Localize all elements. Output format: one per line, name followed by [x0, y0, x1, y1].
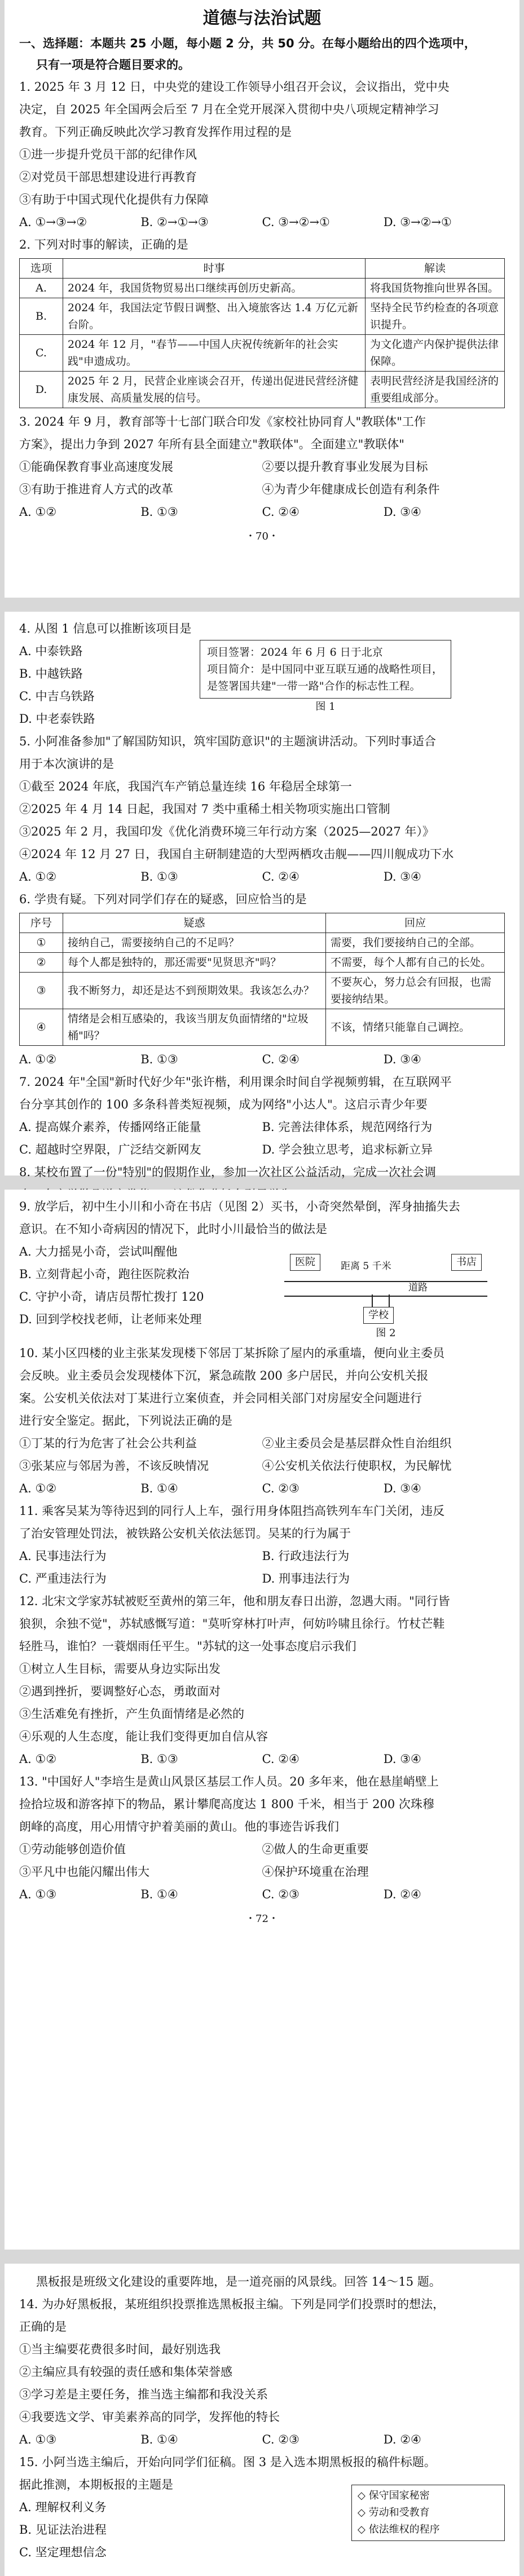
q10-option-d[interactable]: D. ③④ [383, 1482, 421, 1495]
q5-stem-line: 用于本次演讲的是 [19, 757, 114, 771]
q1-stem-line: 教育。下列正确反映此次学习教育发挥作用过程的是 [19, 125, 292, 139]
q3-item: ④为青少年健康成长创造有利条件 [262, 483, 440, 496]
table-row [20, 298, 505, 335]
q1-item: ②对党员干部思想建设进行再教育 [19, 170, 197, 184]
q11-option-b[interactable]: B. 行政违法行为 [262, 1549, 350, 1563]
q15-options [19, 2496, 107, 2564]
q7-stem-line: 台分享其创作的 100 多条科普类短视频，成为网络"小达人"。这启示青少年要 [19, 1098, 428, 1111]
q7-option-d[interactable]: D. 学会独立思考，追求标新立异 [262, 1143, 433, 1156]
q12-option-b[interactable]: B. ①③ [140, 1752, 178, 1766]
section-heading-line2: 只有一项是符合题目要求的。 [36, 58, 190, 72]
q13-item: ①劳动能够创造价值 [19, 1842, 126, 1856]
map-bookstore: 书店 [451, 1254, 482, 1271]
q2-stem: 2. 下列对时事的解读，正确的是 [19, 238, 188, 251]
q5-stem-line: 5. 小阿准备参加"了解国防知识，筑牢国防意识"的主题演讲活动。下列时事适合 [19, 735, 437, 748]
q12-item: ②遇到挫折，要调整好心态，勇敢面对 [19, 1685, 221, 1698]
question-15 [19, 2451, 505, 2564]
q9-stem-line: 9. 放学后，初中生小川和小奇在书店（见图 2）买书，小奇突然晕倒，浑身抽搐失去 [19, 1200, 460, 1213]
q6-options [19, 1048, 505, 1071]
figure-caption: 图 1 [315, 701, 336, 713]
exam-page-70 [5, 0, 519, 598]
q13-option-d[interactable]: D. ②④ [383, 1888, 421, 1901]
q10-stem-line: 进行安全鉴定。据此，下列说法正确的是 [19, 1414, 232, 1428]
q5-option-d[interactable]: D. ③④ [383, 870, 421, 883]
question-13 [19, 1770, 505, 1906]
question-12 [19, 1590, 505, 1770]
q15-option-c[interactable]: C. 坚定理想信念 [19, 2546, 107, 2559]
table-cell: 我不断努力，却还是达不到预期效果。我该怎么办？ [63, 973, 326, 1009]
q10-items [19, 1432, 505, 1477]
q11-stem-line: 了治安管理处罚法，被铁路公安机关依法惩罚。吴某的行为属于 [19, 1527, 351, 1540]
q13-items [19, 1838, 505, 1883]
table-cell: 不要灰心，努力总会有回报，也需要接纳结果。 [326, 973, 505, 1009]
table-row [20, 372, 505, 408]
figure-1 [200, 640, 451, 730]
q10-item: ③张某应与邻居为善，不该反映情况 [19, 1459, 209, 1473]
q5-options [19, 865, 505, 888]
q13-option-b[interactable]: B. ①④ [140, 1888, 178, 1901]
q9-option-a[interactable]: A. 大力摇晃小奇，尝试叫醒他 [19, 1245, 178, 1258]
q10-stem-line: 10. 某小区四楼的业主张某发现楼下邻居丁某拆除了屋内的承重墙，便向业主委员 [19, 1346, 445, 1360]
q4-stem: 4. 从图 1 信息可以推断该项目是 [19, 622, 192, 635]
figure-line: 项目简介：是中国同中亚互联互通的战略性项目，是签署国共建"一带一路"合作的标志性工程。 [207, 663, 443, 692]
q3-option-a[interactable]: A. ①② [19, 505, 57, 519]
q4-option-b[interactable]: B. 中越铁路 [19, 667, 83, 681]
q1-stem-line: 1. 2025 年 3 月 12 日，中央党的建设工作领导小组召开会议，会议指出，党中央 [19, 80, 450, 94]
table-row [20, 973, 505, 1009]
figure-line: ◇ 保守国家秘密 [358, 2490, 430, 2502]
table-cell: 2024 年 12 月，"春节——中国人庆祝传统新年的社会实践"申遗成功。 [63, 335, 366, 372]
exam-page-73 [5, 2264, 519, 2576]
figure-line: ◇ 劳动和受教育 [358, 2507, 430, 2518]
q15-stem-line: 15. 小阿当选主编后，开始向同学们征稿。图 3 是入选本期黑板报的稿件标题。 [19, 2455, 436, 2469]
table-row [20, 335, 505, 372]
table-row [20, 279, 505, 298]
q5-item: ③2025 年 2 月，我国印发《优化消费环境三年行动方案（2025—2027 年）》 [19, 825, 434, 838]
map-distance: 距离 5 千米 [341, 1261, 391, 1272]
table-cell: B. [20, 298, 63, 335]
q12-stem-line: 狼狈，余独不觉"，苏轼感慨写道："莫听穿林打叶声，何妨吟啸且徐行。竹杖芒鞋 [19, 1617, 445, 1631]
q13-item: ③平凡中也能闪耀出伟大 [19, 1865, 149, 1879]
q11-options [19, 1545, 505, 1590]
q9-option-c[interactable]: C. 守护小奇，请店员帮忙拨打 120 [19, 1290, 204, 1304]
q11-option-a[interactable]: A. 民事违法行为 [19, 1549, 107, 1563]
map-hospital: 医院 [290, 1254, 320, 1271]
table-header: 时事 [63, 259, 366, 279]
table-cell: ① [20, 933, 63, 953]
table-cell: ② [20, 953, 63, 973]
q7-option-c[interactable]: C. 超越时空界限，广泛结交新网友 [19, 1143, 201, 1156]
q14-options [19, 2428, 505, 2451]
q3-stem-line: 方案》，提出力争到 2027 年所有县全面建立"教联体"。全面建立"教联体" [19, 438, 404, 451]
exam-page-71 [5, 612, 519, 1179]
q14-option-b[interactable]: B. ①④ [140, 2433, 178, 2446]
q14-item: ③学习差是主要任务，推当选主编都和我没关系 [19, 2388, 268, 2401]
q12-option-a[interactable]: A. ①② [19, 1752, 57, 1766]
table-cell: 表明民营经济是我国经济的重要组成部分。 [366, 372, 505, 408]
q13-option-c[interactable]: C. ②③ [262, 1888, 300, 1901]
q10-stem-line: 案。公安机关依法对丁某进行立案侦查，并会同相关部门对房屋安全问题进行 [19, 1391, 422, 1405]
q13-stem-line: 13. "中国好人"李培生是黄山风景区基层工作人员。20 多年来，他在悬崖峭壁上 [19, 1775, 439, 1788]
q13-options [19, 1883, 505, 1906]
q3-options [19, 501, 505, 523]
q6-option-d[interactable]: D. ③④ [383, 1053, 421, 1066]
table-cell: 2024 年，我国货物贸易出口继续再创历史新高。 [63, 279, 366, 298]
q12-item: ①树立人生目标，需要从身边实际出发 [19, 1662, 221, 1676]
table-cell: C. [20, 335, 63, 372]
q1-options [19, 211, 505, 233]
page-title: 道德与法治试题 [202, 8, 322, 28]
q13-option-a[interactable]: A. ①③ [19, 1888, 57, 1901]
q12-options [19, 1748, 505, 1770]
q10-item: ④公安机关依法行使职权，为民解忧 [262, 1459, 452, 1473]
table-row [20, 933, 505, 953]
page-number: ・70・ [245, 531, 279, 542]
q5-item: ②2025 年 4 月 14 日起，我国对 7 类中重稀土相关物项实施出口管制 [19, 802, 390, 816]
table-header: 回应 [326, 913, 505, 933]
question-9 [19, 1195, 505, 1342]
q15-option-b[interactable]: B. 见证法治进程 [19, 2523, 107, 2537]
q9-option-b[interactable]: B. 立刻背起小奇，跑往医院救治 [19, 1267, 190, 1281]
question-14 [19, 2293, 505, 2451]
table-cell: A. [20, 279, 63, 298]
project-info-box [200, 640, 451, 699]
q1-option-c[interactable]: C. ③→②→① [262, 215, 330, 229]
q9-option-d[interactable]: D. 回到学校找老师，让老师来处理 [19, 1313, 202, 1326]
q12-stem-line: 轻胜马，谁怕？一蓑烟雨任平生。"苏轼的这一处事态度启示我们 [19, 1640, 356, 1653]
q6-option-b[interactable]: B. ①③ [140, 1053, 178, 1066]
q5-option-c[interactable]: C. ②④ [262, 870, 300, 883]
q10-options [19, 1477, 505, 1500]
table-row [20, 1009, 505, 1046]
q1-item: ③有助于中国式现代化提供有力保障 [19, 193, 209, 206]
table-row [20, 953, 505, 973]
table-header: 解读 [366, 259, 505, 279]
q7-options [19, 1116, 505, 1161]
q7-option-a[interactable]: A. 提高媒介素养，传播网络正能量 [19, 1120, 201, 1134]
table-cell: 2024 年，我国法定节假日调整、出入境旅客达 1.4 万亿元新台阶。 [63, 298, 366, 335]
q9-options [19, 1240, 267, 1342]
question-1 [19, 76, 505, 233]
q13-item: ②做人的生命更重要 [262, 1842, 369, 1856]
q11-stem-line: 11. 乘客吴某为等待迟到的同行人上车，强行用身体阻挡高铁列车车门关闭，违反 [19, 1504, 445, 1518]
table-cell: 需要，我们要接纳自己的全部。 [326, 933, 505, 953]
q5-item: ①截至 2024 年底，我国汽车产销总量连续 16 年稳居全球第一 [19, 780, 352, 793]
q6-table [19, 913, 505, 1046]
q14-option-d[interactable]: D. ②④ [383, 2433, 421, 2446]
table-cell: D. [20, 372, 63, 408]
table-cell: 不该，情绪只能靠自己调控。 [326, 1009, 505, 1046]
q3-item: ②要以提升教育事业发展为目标 [262, 460, 428, 474]
passage-intro: 黑板报是班级文化建设的重要阵地，是一道亮丽的风景线。回答 14～15 题。 [36, 2275, 441, 2288]
q9-stem-line: 意识。在不知小奇病因的情况下，此时小川最恰当的做法是 [19, 1222, 327, 1236]
table-cell: 接纳自己，需要接纳自己的不足吗？ [63, 933, 326, 953]
q13-stem-line: 朗峰的高度，用心用情守护着美丽的黄山。他的事迹告诉我们 [19, 1820, 339, 1833]
q2-table [19, 258, 505, 408]
q1-option-b[interactable]: B. ②→①→③ [140, 215, 209, 229]
q8-stem-line: 8. 某校布置了一份"特别"的假期作业，参加一次社区公益活动，完成一次社会调 [19, 1165, 437, 1179]
figure-line: 项目签署：2024 年 6 月 6 日于北京 [207, 646, 383, 659]
table-header: 疑惑 [63, 913, 326, 933]
q3-items [19, 456, 505, 501]
question-11 [19, 1500, 505, 1590]
q15-option-a[interactable]: A. 理解权利义务 [19, 2500, 107, 2514]
q3-option-b[interactable]: B. ①③ [140, 505, 178, 519]
q15-stem-line: 据此推测，本期板报的主题是 [19, 2478, 173, 2491]
figure-line: ◇ 依法维权的程序 [358, 2524, 440, 2535]
table-header: 选项 [20, 259, 63, 279]
question-6 [19, 888, 505, 1071]
q13-item: ④保护环境重在治理 [262, 1865, 369, 1879]
table-cell: 每个人都是独特的，那还需要"见贤思齐"吗？ [63, 953, 326, 973]
q5-item: ④2024 年 12 月 27 日，我国自主研制建造的大型两栖攻击舰——四川舰成功下水 [19, 847, 454, 861]
map-road-label: 道路 [408, 1282, 428, 1293]
q1-option-d[interactable]: D. ③→②→① [383, 215, 452, 229]
table-cell: ④ [20, 1009, 63, 1046]
table-cell: 为文化遗产内保护提供法律保障。 [366, 335, 505, 372]
q10-option-b[interactable]: B. ①④ [140, 1482, 178, 1495]
q10-option-c[interactable]: C. ②③ [262, 1482, 300, 1495]
table-cell: ③ [20, 973, 63, 1009]
q11-option-d[interactable]: D. 刑事违法行为 [262, 1572, 350, 1585]
figure-2 [279, 1240, 493, 1342]
q14-option-c[interactable]: C. ②③ [262, 2433, 300, 2446]
q7-stem-line: 7. 2024 年"全国"新时代好少年"张许楷，利用课余时间自学视频剪辑，在互联网平 [19, 1075, 452, 1089]
q3-option-c[interactable]: C. ②④ [262, 505, 300, 519]
figure-caption: 图 2 [376, 1327, 396, 1339]
q14-stem-line: 14. 为办好黑板报，某班组织投票推选黑板报主编。下列是同学们投票时的想法， [19, 2297, 445, 2311]
page-number: ・72・ [245, 1913, 279, 1925]
q3-item: ③有助于推进育人方式的改革 [19, 483, 173, 496]
question-3 [19, 410, 505, 523]
question-10 [19, 1342, 505, 1500]
exam-page-72 [5, 1190, 519, 2250]
question-5 [19, 730, 505, 888]
q5-option-a[interactable]: A. ①② [19, 870, 57, 883]
q14-stem-line: 正确的是 [19, 2320, 67, 2334]
table-cell: 2025 年 2 月，民营企业座谈会召开，传递出促进民营经济健康发展、高质量发展的信号。 [63, 372, 366, 408]
q10-option-a[interactable]: A. ①② [19, 1482, 57, 1495]
q6-option-c[interactable]: C. ②④ [262, 1053, 300, 1066]
table-header-row [20, 259, 505, 279]
q12-stem-line: 12. 北宋文学家苏轼被贬至黄州的第三年，他和朋友春日出游，忽遇大雨。"同行皆 [19, 1594, 450, 1608]
table-header-row [20, 913, 505, 933]
q3-stem-line: 3. 2024 年 9 月，教育部等十七部门联合印发《家校社协同育人"教联体"工作 [19, 415, 426, 428]
q5-option-b[interactable]: B. ①③ [140, 870, 178, 883]
q6-option-a[interactable]: A. ①② [19, 1053, 57, 1066]
q12-item: ④乐观的人生态度，能让我们变得更加自信从容 [19, 1730, 268, 1743]
q6-stem: 6. 学贵有疑。下列对同学们存在的疑惑，回应恰当的是 [19, 892, 307, 906]
q12-option-c[interactable]: C. ②④ [262, 1752, 300, 1766]
q14-item: ①当主编要花费很多时间，最好别选我 [19, 2343, 221, 2356]
table-cell: 情绪是会相互感染的，我该当朋友负面情绪的"垃圾桶"吗？ [63, 1009, 326, 1046]
q12-item: ③生活难免有挫折，产生负面情绪是必然的 [19, 1707, 244, 1721]
section-heading: 一、选择题：本题共 25 小题，每小题 2 分，共 50 分。在每小题给出的四个选项中， [19, 37, 476, 50]
q12-option-d[interactable]: D. ③④ [383, 1752, 421, 1766]
q3-option-d[interactable]: D. ③④ [383, 505, 421, 519]
q10-item: ②业主委员会是基层群众性自治组织 [262, 1437, 452, 1450]
q10-stem-line: 会反映。业主委员会发现楼体下沉，紧急疏散 200 多户居民，并向公安机关报 [19, 1369, 429, 1382]
q13-stem-line: 捡拾垃圾和游客掉下的物品，累计攀爬高度达 1 800 千米，相当于 200 次珠穆 [19, 1797, 434, 1811]
q7-option-b[interactable]: B. 完善法律体系，规范网络行为 [262, 1120, 433, 1134]
q4-options [19, 640, 188, 730]
q4-option-d[interactable]: D. 中老泰铁路 [19, 712, 95, 726]
question-2 [19, 233, 505, 408]
q14-item: ②主编应具有较强的责任感和集体荣誉感 [19, 2365, 232, 2379]
q4-option-a[interactable]: A. 中泰铁路 [19, 644, 83, 658]
q3-item: ①能确保教育事业高速度发展 [19, 460, 173, 474]
q1-option-a[interactable]: A. ①→③→② [19, 215, 87, 229]
table-cell: 坚持全民节约检查的各项意识提升。 [366, 298, 505, 335]
q1-item: ①进一步提升党员干部的纪律作风 [19, 148, 197, 161]
q11-option-c[interactable]: C. 严重违法行为 [19, 1572, 107, 1585]
map-school: 学校 [363, 1307, 394, 1324]
q14-option-a[interactable]: A. ①③ [19, 2433, 57, 2446]
q1-stem-line: 决定，自 2025 年全国两会后至 7 月在全党开展深入贯彻中央八项规定精神学习 [19, 103, 439, 116]
q14-item: ④我要选文学、审美素养高的同学，发挥他的特长 [19, 2410, 280, 2424]
figure-3 [351, 2485, 505, 2541]
q4-option-c[interactable]: C. 中吉乌铁路 [19, 690, 95, 703]
question-7 [19, 1071, 505, 1161]
q10-item: ①丁某的行为危害了社会公共利益 [19, 1437, 197, 1450]
table-cell: 将我国货物推向世界各国。 [366, 279, 505, 298]
table-cell: 不需要，每个人都有自己的长处。 [326, 953, 505, 973]
table-header: 序号 [20, 913, 63, 933]
question-4 [19, 617, 505, 730]
route-map [279, 1240, 493, 1325]
